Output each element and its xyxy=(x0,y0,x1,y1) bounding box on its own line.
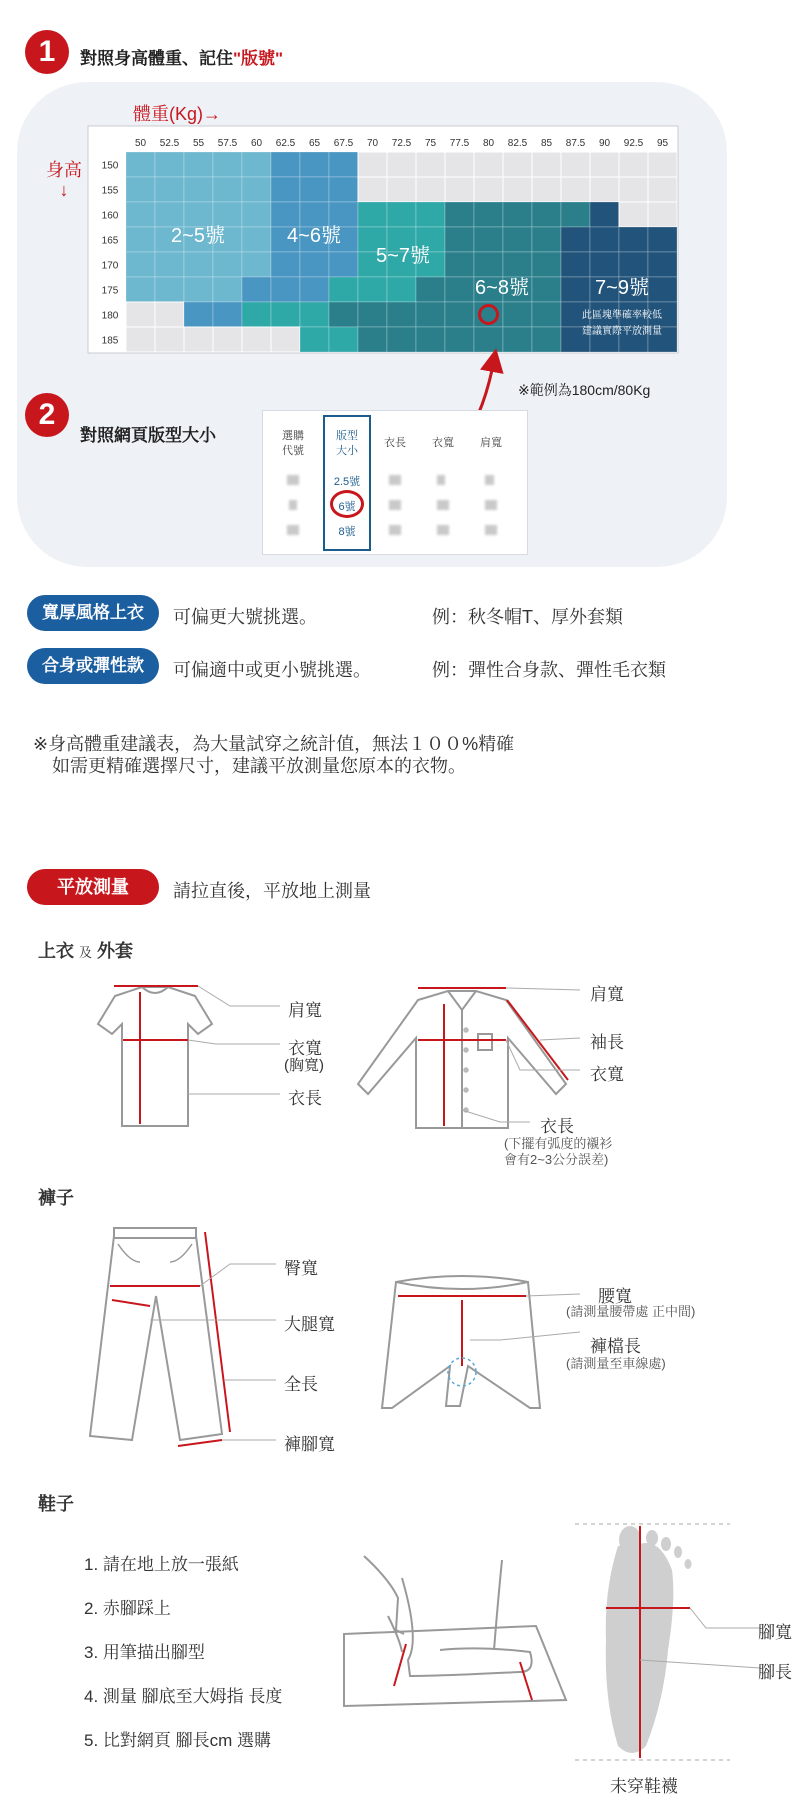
step-2-badge: 2 xyxy=(25,393,69,437)
foot-width-label: 腳寬 xyxy=(758,1623,792,1642)
shoe-step-2: 2. 赤腳踩上 xyxy=(84,1599,171,1618)
step-1-badge: 1 xyxy=(25,30,69,74)
pants-hip-label: 臀寬 xyxy=(284,1259,318,1278)
shirt-illustration xyxy=(358,991,566,1128)
height-tick-label: 155 xyxy=(101,185,119,197)
pants-hem-label: 褲腳寬 xyxy=(284,1435,335,1454)
flat-measure-tag: 平放測量 xyxy=(27,869,159,905)
tshirt-leader-lines xyxy=(188,986,280,1094)
table-header-code-line1: 選購 xyxy=(282,430,304,442)
zone-note: 建議實際平放測量 xyxy=(582,326,662,337)
pants-waist-label: 腰寬 xyxy=(598,1287,632,1306)
size-zone-label: 2~5號 xyxy=(171,225,225,247)
tip-example-thick: 例：秋冬帽T、厚外套類 xyxy=(432,607,623,627)
weight-tick-label: 92.5 xyxy=(623,138,644,149)
tshirt-shoulder-label: 肩寬 xyxy=(288,1001,322,1020)
disclaimer-line2: 如需更精確選擇尺寸，建議平放測量您原本的衣物。 xyxy=(52,756,466,776)
tshirt-length-label: 衣長 xyxy=(288,1089,322,1108)
size-cell-3: 8號 xyxy=(338,526,356,538)
pants-rise-label: 褲檔長 xyxy=(590,1337,641,1356)
shoe-step-5: 5. 比對網頁 腳長cm 選購 xyxy=(84,1731,272,1750)
zone-note: 此區塊準確率較低 xyxy=(582,310,662,321)
size-cell-1: 2.5號 xyxy=(333,476,361,488)
table-header-size-line2: 大小 xyxy=(336,445,358,457)
weight-axis-label: 體重(Kg)→ xyxy=(133,104,222,124)
shirt-sleeve-label: 袖長 xyxy=(590,1033,624,1052)
tip-advice-fitted: 可偏適中或更小號挑選。 xyxy=(173,660,371,680)
weight-tick-label: 95 xyxy=(656,138,669,149)
height-tick-label: 180 xyxy=(101,310,119,322)
table-header-shoulder: 肩寬 xyxy=(480,437,502,449)
foot-length-label: 腳長 xyxy=(758,1663,792,1682)
shoe-step-4: 4. 測量 腳底至大姆指 長度 xyxy=(84,1687,283,1706)
tops-label-small: 及 xyxy=(79,945,93,960)
weight-tick-label: 62.5 xyxy=(275,138,296,149)
tip-tag-fitted: 合身或彈性款 xyxy=(27,648,159,684)
pants-waist-sub-label: (請測量腰帶處 正中間) xyxy=(566,1304,696,1319)
pants-section-label: 褲子 xyxy=(38,1188,74,1208)
weight-tick-label: 80 xyxy=(482,138,495,149)
weight-tick-label: 85 xyxy=(540,138,553,149)
height-tick-label: 150 xyxy=(101,160,119,172)
table-header-code-line2: 代號 xyxy=(282,445,304,457)
disclaimer-line1: ※身高體重建議表，為大量試穿之統計值，無法１００%精確 xyxy=(33,734,515,754)
weight-tick-label: 70 xyxy=(366,138,379,149)
size-zone-label: 5~7號 xyxy=(376,245,430,267)
table-header-size-line1: 版型 xyxy=(336,430,358,442)
height-tick-label: 160 xyxy=(101,210,119,222)
tip-advice-thick: 可偏更大號挑選。 xyxy=(173,607,317,627)
tshirt-illustration xyxy=(98,987,212,1126)
tshirt-chest-sub-label: (胸寬) xyxy=(284,1057,324,1074)
shirt-note-line2: 會有2~3公分誤差) xyxy=(504,1152,609,1167)
weight-tick-label: 90 xyxy=(598,138,611,149)
weight-tick-label: 60 xyxy=(250,138,263,149)
example-note: ※範例為180cm/80Kg xyxy=(518,382,651,398)
weight-tick-label: 50 xyxy=(134,138,147,149)
tip-tag-thick: 寬厚風格上衣 xyxy=(27,595,159,631)
flat-measure-instruction: 請拉直後，平放地上測量 xyxy=(173,881,371,901)
size-zone-label: 4~6號 xyxy=(287,225,341,247)
weight-tick-label: 67.5 xyxy=(333,138,354,149)
size-cell-2: 6號 xyxy=(338,501,356,513)
weight-tick-label: 57.5 xyxy=(217,138,238,149)
weight-tick-label: 65 xyxy=(308,138,321,149)
tops-label-main: 上衣 xyxy=(38,941,74,961)
pants-full-length-label: 全長 xyxy=(284,1375,318,1394)
weight-tick-label: 87.5 xyxy=(565,138,586,149)
shoes-section-label: 鞋子 xyxy=(38,1494,74,1514)
weight-tick-label: 72.5 xyxy=(391,138,412,149)
height-tick-label: 175 xyxy=(101,285,119,297)
weight-tick-label: 52.5 xyxy=(159,138,180,149)
height-tick-label: 185 xyxy=(101,335,119,347)
table-header-width: 衣寬 xyxy=(432,437,454,449)
height-tick-label: 170 xyxy=(101,260,119,272)
pants-thigh-label: 大腿寬 xyxy=(284,1315,335,1334)
footprint-illustration xyxy=(606,1526,692,1753)
height-axis-label-text: 身高 xyxy=(46,160,82,180)
table-header-length: 衣長 xyxy=(384,437,406,449)
size-zone-label: 6~8號 xyxy=(475,277,529,299)
shoe-step-3: 3. 用筆描出腳型 xyxy=(84,1643,205,1662)
step-1-title-highlight: "版號" xyxy=(233,49,284,68)
step-1-title-text: 對照身高體重、記住 xyxy=(80,49,233,68)
size-zone-label: 7~9號 xyxy=(595,277,649,299)
tshirt-chest-label: 衣寬 xyxy=(288,1039,322,1058)
tip-example-fitted: 例：彈性合身款、彈性毛衣類 xyxy=(432,660,666,680)
step-2-title: 對照網頁版型大小 xyxy=(80,426,216,445)
shirt-width-label: 衣寬 xyxy=(590,1065,624,1084)
weight-tick-label: 55 xyxy=(192,138,205,149)
pants-rise-sub-label: (請測量至車線處) xyxy=(566,1356,666,1371)
shirt-shoulder-label: 肩寬 xyxy=(590,985,624,1004)
height-axis-arrow: ↓ xyxy=(59,180,69,200)
weight-tick-label: 75 xyxy=(424,138,437,149)
shirt-length-label: 衣長 xyxy=(540,1117,574,1136)
tops-label-tail: 外套 xyxy=(97,941,134,961)
height-tick-label: 165 xyxy=(101,235,119,247)
shoe-step-1: 1. 請在地上放一張紙 xyxy=(84,1555,239,1574)
weight-tick-label: 82.5 xyxy=(507,138,528,149)
barefoot-caption: 未穿鞋襪 xyxy=(610,1777,678,1796)
pants-illustration xyxy=(90,1228,222,1440)
weight-tick-label: 77.5 xyxy=(449,138,470,149)
foot-tracing-illustration xyxy=(344,1556,566,1706)
shirt-note-line1: (下擺有弧度的襯衫 xyxy=(504,1136,613,1151)
